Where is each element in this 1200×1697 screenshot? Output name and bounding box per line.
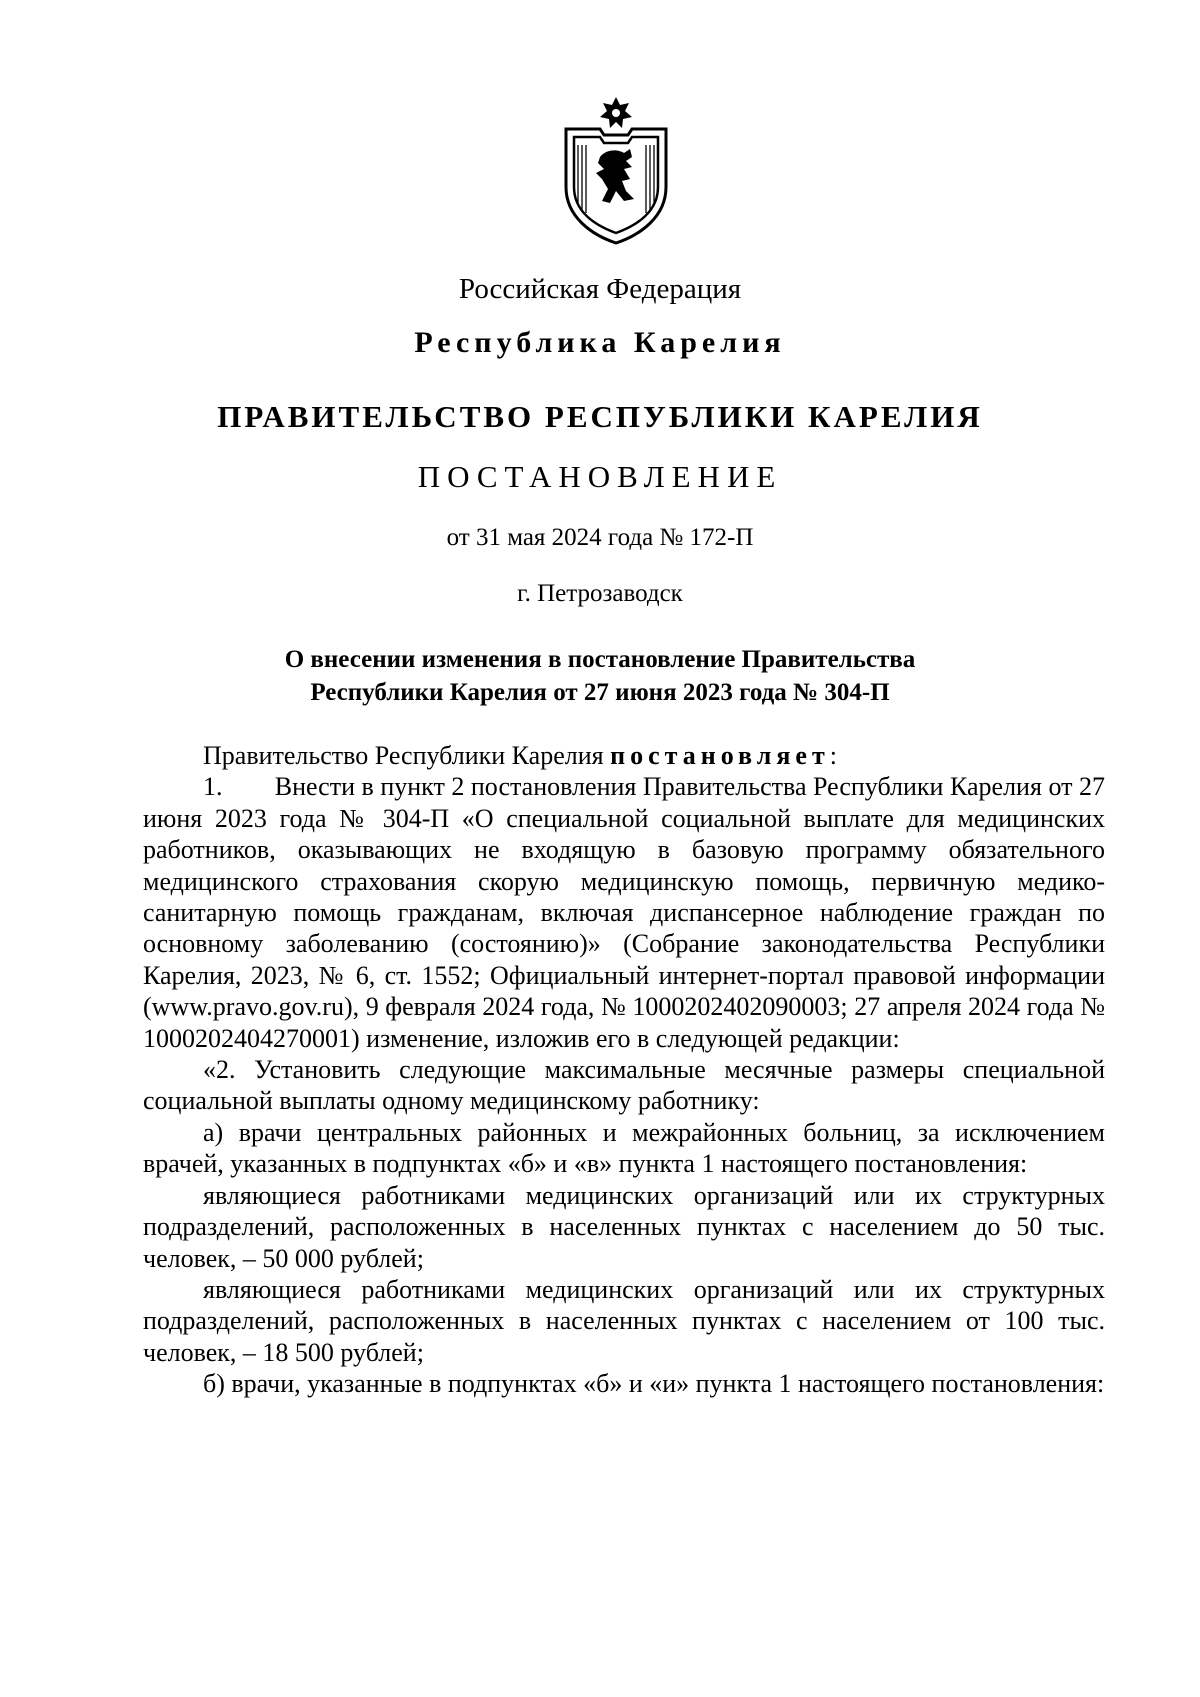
document-body xyxy=(143,740,1105,1400)
document-title xyxy=(0,643,1200,709)
document-title-line-1: О внесении изменения в постановление Правительства xyxy=(284,646,916,673)
country-name: Российская Федерация xyxy=(458,273,742,305)
intro-paragraph xyxy=(143,740,1105,771)
subpoint-a-paragraph: а) врачи центральных районных и межрайонных больниц, за исключением врачей, указанных в подпунктах «б» и «в» пункта 1 настоящего постановления: xyxy=(143,1117,1105,1179)
karelia-coat-of-arms-icon xyxy=(560,95,672,245)
republic-name: Республика Карелия xyxy=(414,326,786,359)
document-date-number: от 31 мая 2024 года № 172-П xyxy=(446,524,754,551)
intro-decree-verb: постановляет xyxy=(610,741,830,770)
emblem-star xyxy=(600,97,632,128)
item-1-paragraph: 1. Внести в пункт 2 постановления Правительства Республики Карелия от 27 июня 2023 года № 304-П «О специальной социальной выплате для медицинских работников, оказывающих не входящую в базовую программу обязательного медицинского страхования скорую медицинскую помощь, первичную медико-санитарную помощь гражданам, включая диспансерное наблюдение граждан по основному заболеванию (состоянию)» (Собрание законодательства Республики Карелия, 2023, № 6, ст. 1552; Официальный интернет-портал правовой информации (www.pravo.gov.ru), 9 февраля 2024 года, № 1000202402090003; 27 апреля 2024 года № 1000202404270001) изменение, изложив его в следующей редакции: xyxy=(143,772,1105,1053)
subpoint-a-1-paragraph: являющиеся работниками медицинских организаций или их структурных подразделений, расположенных в населенных пунктах с населением до 50 тыс. человек, – 50 000 рублей; xyxy=(143,1180,1105,1273)
document-title-line-2: Республики Карелия от 27 июня 2023 года № 304-П xyxy=(310,679,890,706)
emblem-bear xyxy=(596,149,634,203)
document-type: ПОСТАНОВЛЕНИЕ xyxy=(417,459,783,494)
point-2-paragraph: «2. Установить следующие максимальные месячные размеры специальной социальной выплаты одному медицинскому работнику: xyxy=(143,1055,1105,1116)
subpoint-b-paragraph: б) врачи, указанные в подпунктах «б» и «и» пункта 1 настоящего постановления: xyxy=(203,1369,1105,1399)
intro-prefix: Правительство Республики Карелия xyxy=(203,741,611,770)
document-city: г. Петрозаводск xyxy=(517,580,683,607)
government-name: ПРАВИТЕЛЬСТВО РЕСПУБЛИКИ КАРЕЛИЯ xyxy=(217,399,983,434)
subpoint-a-2-paragraph: являющиеся работниками медицинских организаций или их структурных подразделений, расположенных в населенных пунктах с населением от 100 тыс. человек, – 18 500 рублей; xyxy=(143,1274,1105,1367)
intro-suffix: : xyxy=(829,741,837,770)
